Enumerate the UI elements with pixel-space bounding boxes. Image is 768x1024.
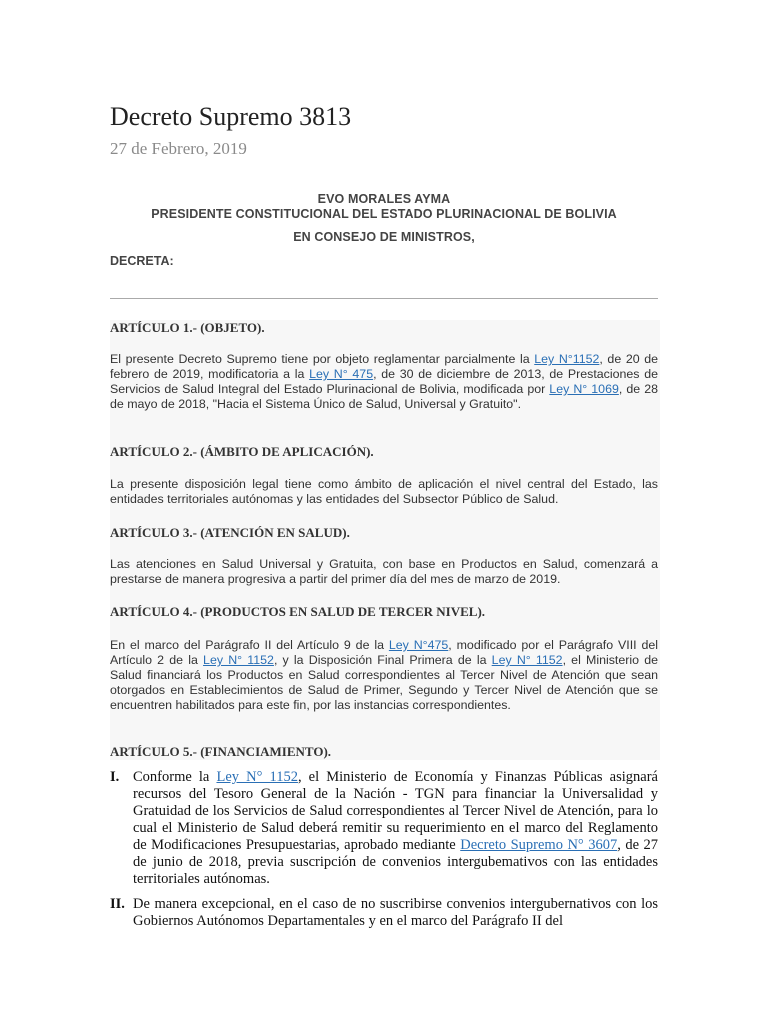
link-ley-1152[interactable]: Ley N° 1152 bbox=[216, 769, 298, 785]
document-title: Decreto Supremo 3813 bbox=[110, 102, 352, 131]
item-number: I. bbox=[110, 769, 120, 785]
link-ley-1069[interactable]: Ley N° 1069 bbox=[549, 382, 619, 396]
article-5-item-1: I. Conforme la Ley N° 1152, el Ministerio de Economía y Finanzas Públicas asignará recursos del Tesoro General de la Nación - TGN para financiar la Universalidad y Gratuidad de los Servicios de Salud correspondientes al Tercer Nivel de Atención, para lo cual el Ministerio de Salud deberá remitir su requerimiento en el marco del Reglamento de Modificaciones Presupuestarias, aprobado mediante Decreto Supremo N° 3607, de 27 de junio de 2018, previa suscripción de convenios intergubemativos con las entidades territoriales autónomas. bbox=[110, 769, 659, 887]
article-2-body: La presente disposición legal tiene como ámbito de aplicación el nivel central del Estado, las entidades territoriales autónomas y las entidades del Subsector Público de Salud. bbox=[110, 477, 658, 506]
link-ley-1152[interactable]: Ley N°1152 bbox=[534, 352, 600, 366]
article-3-body: Las atenciones en Salud Universal y Gratuita, con base en Productos en Salud, comenzará a prestarse de manera progresiva a partir del primer día del mes de marzo de 2019. bbox=[110, 557, 658, 586]
president-title: PRESIDENTE CONSTITUCIONAL DEL ESTADO PLURINACIONAL DE BOLIVIA bbox=[151, 207, 617, 221]
article-4-body: En el marco del Parágrafo II del Artículo 9 de la Ley N°475, modificado por el Parágrafo VIII del Artículo 2 de la Ley N° 1152, y la Disposición Final Primera de la Ley N° 1152, el Ministerio de Salud financiará los Productos en Salud correspondientes al Tercer Nivel de Atención que sean otorgados en Establecimientos de Salud de Primer, Segundo y Tercer Nivel de Atención que se encuentren habilitados para este fin, por las instancias correspondientes. bbox=[110, 638, 658, 712]
council-line: EN CONSEJO DE MINISTROS, bbox=[293, 230, 475, 244]
link-decreto-3607[interactable]: Decreto Supremo N° 3607 bbox=[460, 837, 618, 853]
article-2-title: ARTÍCULO 2.- (ÁMBITO DE APLICACIÓN). bbox=[110, 444, 374, 459]
link-ley-475[interactable]: Ley N° 475 bbox=[309, 367, 374, 381]
link-ley-1152[interactable]: Ley N° 1152 bbox=[203, 653, 274, 667]
article-1-title: ARTÍCULO 1.- (OBJETO). bbox=[110, 320, 265, 335]
document-date: 27 de Febrero, 2019 bbox=[110, 139, 247, 158]
article-5-item-2: II. De manera excepcional, en el caso de no suscribirse convenios intergubernativos con los Gobiernos Autónomos Departamentales y en el marco del Parágrafo II del bbox=[110, 896, 658, 929]
link-ley-475[interactable]: Ley N°475 bbox=[388, 638, 449, 652]
decreta-label: DECRETA: bbox=[110, 254, 174, 268]
article-4-title: ARTÍCULO 4.- (PRODUCTOS EN SALUD DE TERCER NIVEL). bbox=[110, 604, 486, 619]
divider bbox=[110, 298, 658, 299]
article-1-body: El presente Decreto Supremo tiene por objeto reglamentar parcialmente la Ley N°1152, de 20 de febrero de 2019, modificatoria a la Ley N° 475, de 30 de diciembre de 2013, de Prestaciones de Servicios de Salud Integral del Estado Plurinacional de Bolivia, modificada por Ley N° 1069, de 28 de mayo de 2018, "Hacia el Sistema Único de Salud, Universal y Gratuito". bbox=[110, 352, 658, 411]
link-ley-1152[interactable]: Ley N° 1152 bbox=[491, 653, 563, 667]
article-3-title: ARTÍCULO 3.- (ATENCIÓN EN SALUD). bbox=[110, 525, 350, 540]
article-5-title: ARTÍCULO 5.- (FINANCIAMIENTO). bbox=[110, 744, 332, 759]
item-number: II. bbox=[110, 896, 125, 912]
president-name: EVO MORALES AYMA bbox=[317, 192, 451, 206]
